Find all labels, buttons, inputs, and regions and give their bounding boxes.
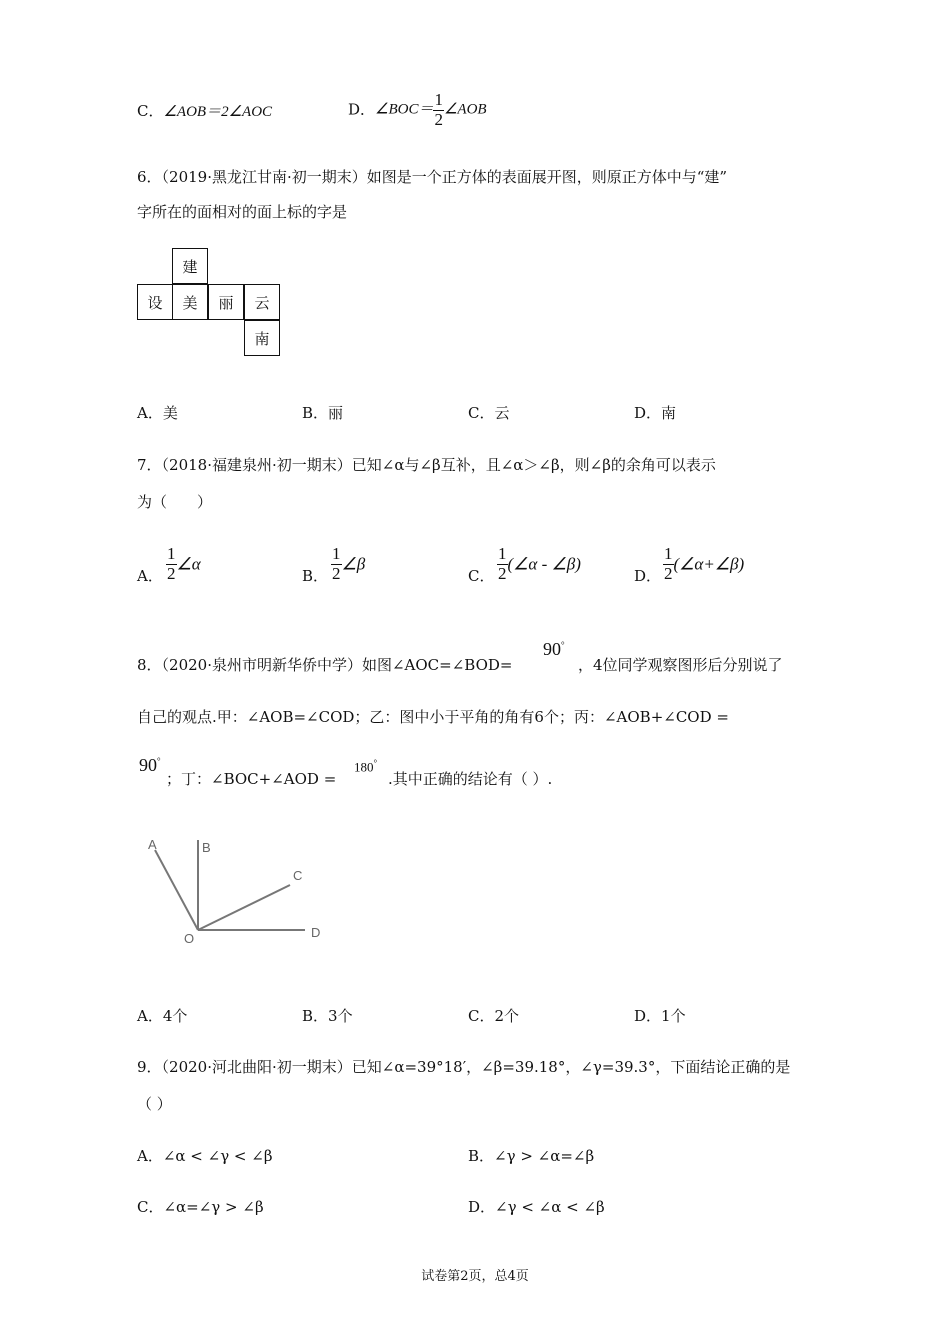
q8-stem-line2: 自己的观点.甲：∠AOB=∠COD；乙：图中小于平角的角有6个；丙：∠AOB+∠COD = (137, 708, 729, 726)
q8-stem-line3-post: .其中正确的结论有（ ）. (388, 770, 553, 788)
q7-option-b-label: B． (302, 567, 329, 585)
q6-stem-line2: 字所在的面相对的面上标的字是 (137, 203, 348, 221)
q6-option-d: D．南 (634, 404, 677, 422)
q8-option-c: C．2个 (468, 1007, 520, 1025)
net-cell-mei: 美 (172, 284, 208, 320)
q7-stem-line2: 为（ ） (137, 493, 213, 511)
q8-option-d: D．1个 (634, 1007, 686, 1025)
q8-option-a: A．4个 (137, 1007, 188, 1025)
ray-oa (155, 850, 198, 930)
q7-option-b-expr: $\frac{1}{2}$ ∠β (332, 544, 366, 583)
ray-oc (198, 885, 290, 930)
q8-deg-90-b: 90° (139, 755, 161, 775)
q5-fraction: $\frac{1}{2}$ (434, 90, 443, 129)
q9-option-b: B．∠γ > ∠α=∠β (468, 1147, 595, 1165)
angle-figure (140, 830, 340, 950)
q6-option-b: B．丽 (302, 404, 344, 422)
q6-stem-line1: 6．（2019·黑龙江甘南·初一期末）如图是一个正方体的表面展开图，则原正方体中与“建” (137, 168, 728, 186)
net-cell-nan: 南 (244, 320, 280, 356)
q8-stem-line1-pre: 8．（2020·泉州市明新华侨中学）如图∠AOC=∠BOD= (137, 656, 513, 674)
q5-option-d: D．∠BOC＝ $\frac{1}{2}$ ∠AOB (348, 90, 487, 129)
q8-deg-180: 180° (354, 758, 378, 775)
q7-stem-line1: 7．（2018·福建泉州·初一期末）已知∠α与∠β互补，且∠α＞∠β，则∠β的余角可以表示 (137, 456, 716, 474)
q5-option-c: C．∠AOB＝2∠AOC (137, 102, 273, 120)
label-a: A (148, 837, 157, 852)
label-c: C (293, 868, 303, 883)
net-cell-jian: 建 (172, 248, 208, 284)
q7-option-a-label: A． (137, 567, 163, 585)
q8-deg-90-a: 90° (543, 639, 565, 659)
q7-option-a-expr: $\frac{1}{2}$ ∠α (167, 544, 201, 583)
label-o: O (184, 931, 195, 946)
page-footer: 试卷第2页，总4页 (421, 1269, 529, 1284)
q9-stem-line1: 9．（2020·河北曲阳·初一期末）已知∠α=39°18′，∠β=39.18°，∠γ=39.3°，下面结论正确的是 (137, 1058, 791, 1076)
q7-option-d-expr: $\frac{1}{2}$ (∠α+∠β) (664, 544, 745, 583)
q7-option-c-expr: $\frac{1}{2}$ (∠α - ∠β) (498, 544, 581, 583)
q7-option-d-label: D． (634, 567, 662, 585)
net-cell-yun: 云 (244, 284, 280, 320)
q9-option-a: A．∠α < ∠γ < ∠β (137, 1147, 273, 1165)
q6-option-a: A．美 (137, 404, 178, 422)
q8-option-b: B．3个 (302, 1007, 353, 1025)
q8-stem-line1-post: ，4位同学观察图形后分别说了 (578, 656, 783, 674)
q9-stem-line2: （ ） (137, 1095, 172, 1113)
net-cell-she: 设 (137, 284, 173, 320)
q9-option-c: C．∠α=∠γ > ∠β (137, 1198, 264, 1216)
net-cell-li: 丽 (208, 284, 244, 320)
label-d: D (311, 925, 321, 940)
q6-option-c: C．云 (468, 404, 510, 422)
q7-option-c-label: C． (468, 567, 495, 585)
q8-stem-line3-mid: ；丁：∠BOC+∠AOD = (166, 770, 337, 788)
label-b: B (202, 840, 211, 855)
q9-option-d: D．∠γ < ∠α < ∠β (468, 1198, 605, 1216)
